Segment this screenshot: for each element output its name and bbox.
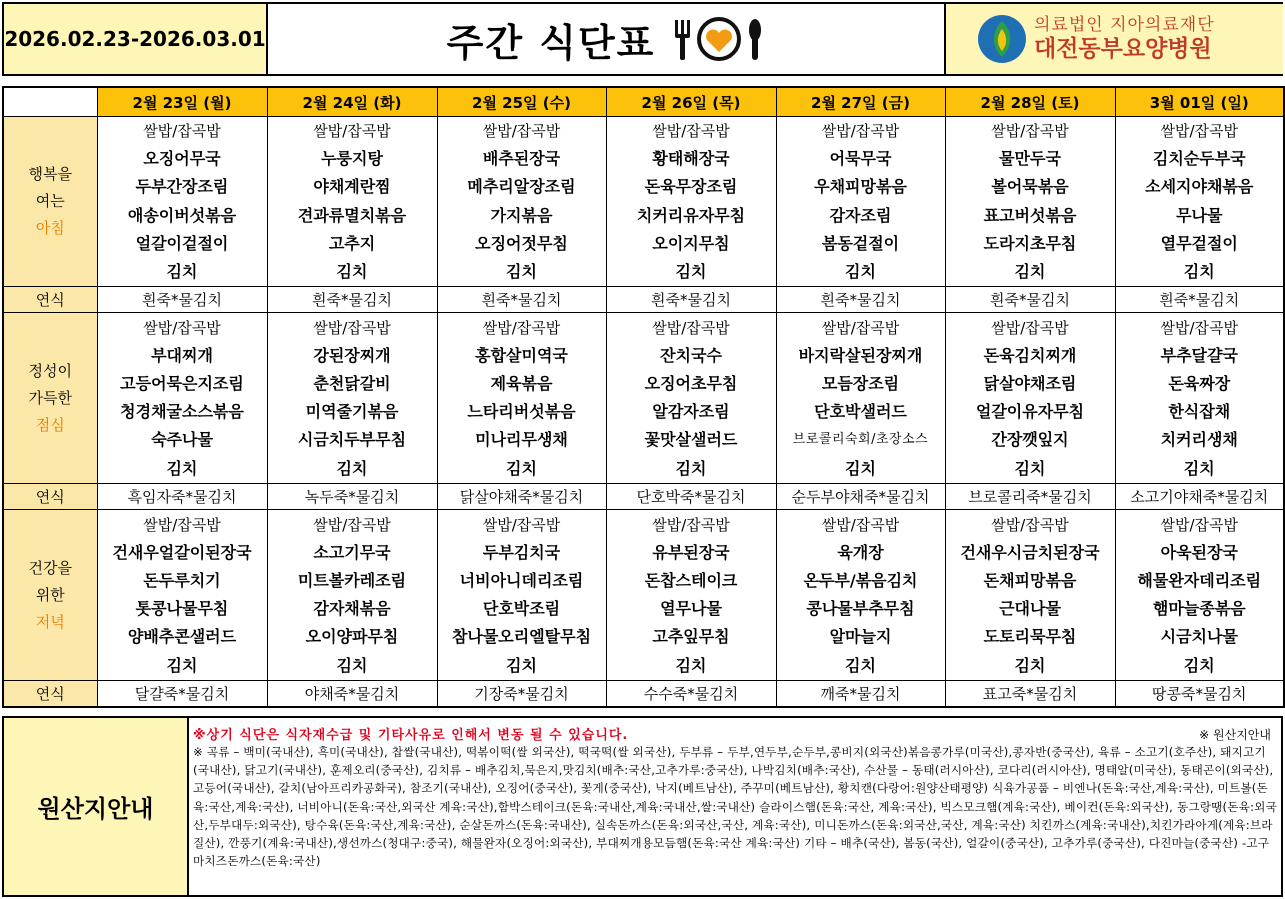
snack-row	[3, 681, 1284, 708]
menu-cell	[606, 117, 776, 287]
snack-cell: 흰죽*물김치	[945, 287, 1115, 313]
snack-row	[3, 484, 1284, 510]
change-warning: ※상기 식단은 식자재수급 및 기타사유로 인해서 변동 될 수 있습니다.	[193, 728, 629, 743]
snack-cell: 표고죽*물김치	[945, 681, 1115, 708]
meal-row	[3, 313, 1284, 484]
menu-item: 봄동겉절이	[821, 233, 900, 253]
day-header: 2월 28일 (토)	[945, 87, 1115, 117]
menu-item: 돈두루치기	[143, 571, 221, 591]
day-header: 2월 26일 (목)	[606, 87, 776, 117]
menu-item: 김치	[166, 458, 198, 478]
meal-label-line: 여는	[35, 192, 65, 211]
menu-item: 홍합살미역국	[475, 345, 568, 365]
meal-name: 점심	[35, 415, 65, 434]
menu-item: 양배추콘샐러드	[127, 627, 237, 647]
menu-cell	[267, 117, 437, 287]
menu-cell	[1115, 313, 1284, 484]
meal-label	[3, 117, 97, 287]
menu-item: 미역줄기볶음	[305, 402, 399, 422]
menu-item: 쌀밥/잡곡밥	[652, 515, 730, 534]
origin-label: 원산지안내	[4, 718, 189, 895]
menu-item: 견과류멸치볶음	[297, 205, 407, 225]
snack-cell: 브로콜리죽*물김치	[945, 484, 1115, 510]
menu-item: 오징어무국	[143, 149, 221, 169]
menu-item: 감자채볶음	[313, 599, 391, 619]
menu-item: 느타리버섯볶음	[467, 402, 576, 422]
menu-item: 알감자조림	[652, 402, 730, 422]
menu-item: 김치	[336, 262, 368, 282]
snack-label: 연식	[3, 484, 97, 510]
menu-cell	[97, 313, 267, 484]
menu-item: 아욱된장국	[1160, 542, 1238, 562]
menu-item: 쌀밥/잡곡밥	[313, 122, 391, 140]
menu-item: 육개장	[837, 542, 884, 562]
menu-item: 얼갈이겉절이	[135, 233, 229, 253]
snack-cell: 깨죽*물김치	[776, 681, 945, 708]
snack-cell: 야채죽*물김치	[267, 681, 437, 708]
menu-item: 시금치나물	[1160, 627, 1238, 647]
menu-item: 돈육짜장	[1168, 374, 1231, 394]
menu-item: 쌀밥/잡곡밥	[1160, 122, 1238, 140]
snack-cell: 흰죽*물김치	[776, 287, 945, 313]
menu-item: 어묵무국	[829, 149, 892, 169]
meal-label	[3, 313, 97, 484]
menu-item: 오징어초무침	[644, 374, 738, 394]
snack-cell: 단호박죽*물김치	[606, 484, 776, 510]
menu-item: 김치	[336, 458, 368, 478]
menu-item: 부추달걀국	[1160, 345, 1238, 365]
hospital-name: 대전동부요양병원	[1034, 35, 1212, 62]
snack-cell: 흰죽*물김치	[97, 287, 267, 313]
menu-item: 근대나물	[999, 599, 1061, 619]
menu-item: 물만두국	[999, 149, 1061, 169]
weekly-menu-table	[2, 86, 1285, 708]
menu-item: 미트볼카레조림	[297, 571, 407, 591]
menu-item: 황태해장국	[652, 149, 730, 169]
menu-item: 잔치국수	[660, 345, 722, 365]
snack-cell: 흰죽*물김치	[606, 287, 776, 313]
day-header: 2월 23일 (월)	[97, 87, 267, 117]
menu-item: 얼갈이유자무침	[975, 402, 1085, 422]
meal-name: 아침	[35, 219, 65, 238]
menu-item: 건새우얼갈이된장국	[112, 542, 252, 562]
menu-item: 우채피망볶음	[814, 177, 907, 197]
menu-item: 고추지	[328, 233, 376, 253]
menu-item: 도라지초무침	[983, 233, 1077, 253]
day-header: 3월 01일 (일)	[1115, 87, 1284, 117]
menu-item: 바지락살된장찌개	[798, 345, 923, 365]
menu-item: 돈채피망볶음	[983, 571, 1077, 591]
menu-item: 제육볶음	[490, 374, 553, 394]
menu-item: 쌀밥/잡곡밥	[652, 318, 730, 337]
menu-item: 쌀밥/잡곡밥	[143, 122, 221, 140]
menu-item: 김치	[336, 655, 368, 675]
menu-item: 쌀밥/잡곡밥	[821, 122, 900, 140]
menu-item: 닭살야채조림	[983, 374, 1077, 394]
menu-cell	[945, 313, 1115, 484]
menu-item: 청경채굴소스볶음	[120, 402, 244, 422]
menu-cell	[606, 510, 776, 681]
snack-cell: 흰죽*물김치	[437, 287, 606, 313]
menu-item: 메추리알장조림	[467, 177, 576, 197]
menu-item: 김치	[845, 458, 876, 478]
meal-label-line: 건강을	[28, 558, 72, 577]
header	[2, 2, 1283, 76]
menu-item: 미나리무생채	[475, 430, 568, 450]
menu-cell	[945, 510, 1115, 681]
menu-item: 김치	[506, 262, 537, 282]
origin-note: ※ 원산지안내	[1199, 728, 1271, 742]
menu-item: 참나물오리엘탈무침	[451, 627, 592, 647]
snack-row	[3, 287, 1284, 313]
snack-label: 연식	[3, 287, 97, 313]
menu-item: 쌀밥/잡곡밥	[1160, 515, 1238, 534]
menu-item: 알마늘지	[829, 627, 892, 647]
snack-cell: 순두부야채죽*물김치	[776, 484, 945, 510]
hospital-subtitle: 의료법인 지아의료재단	[1034, 15, 1215, 35]
menu-item: 쌀밥/잡곡밥	[143, 515, 221, 534]
menu-item: 돈찹스테이크	[644, 571, 738, 591]
menu-item: 김치	[506, 458, 537, 478]
snack-cell: 소고기야채죽*물김치	[1115, 484, 1284, 510]
menu-item: 김치	[1014, 655, 1046, 675]
title-area	[268, 4, 944, 74]
menu-item: 쌀밥/잡곡밥	[991, 318, 1069, 337]
origin-body	[189, 718, 1281, 895]
origin-section	[2, 716, 1283, 897]
menu-item: 햄마늘종볶음	[1152, 599, 1246, 619]
day-header: 2월 25일 (수)	[437, 87, 606, 117]
menu-item: 김치	[845, 262, 876, 282]
menu-item: 김치	[845, 655, 876, 675]
menu-item: 김치	[166, 655, 198, 675]
menu-item: 애송이버섯볶음	[127, 205, 237, 225]
menu-item: 김치	[1014, 262, 1046, 282]
day-header: 2월 24일 (화)	[267, 87, 437, 117]
meal-label-line: 행복을	[28, 165, 72, 184]
day-header: 2월 27일 (금)	[776, 87, 945, 117]
menu-cell	[945, 117, 1115, 287]
menu-item: 숙주나물	[151, 430, 213, 450]
menu-item: 소세지야채볶음	[1145, 177, 1254, 197]
snack-cell: 수수죽*물김치	[606, 681, 776, 708]
menu-item: 고추잎무침	[652, 627, 730, 647]
menu-item: 오이지무침	[652, 233, 730, 253]
menu-cell	[437, 510, 606, 681]
menu-item: 김치	[506, 655, 537, 675]
snack-cell: 흑임자죽*물김치	[97, 484, 267, 510]
menu-item: 치커리유자무침	[636, 205, 746, 225]
menu-item: 돈육무장조림	[644, 177, 738, 197]
snack-cell: 흰죽*물김치	[1115, 287, 1284, 313]
meal-label-line: 가득한	[28, 388, 72, 407]
menu-item: 콩나물부추무침	[806, 599, 915, 619]
menu-item: 김치	[1183, 458, 1215, 478]
menu-item: 유부된장국	[652, 542, 730, 562]
menu-item: 쌀밥/잡곡밥	[652, 122, 730, 140]
menu-item: 배추된장국	[482, 149, 561, 169]
menu-item: 쌀밥/잡곡밥	[482, 318, 561, 337]
menu-cell	[606, 313, 776, 484]
snack-cell: 녹두죽*물김치	[267, 484, 437, 510]
menu-cell	[437, 117, 606, 287]
menu-item: 쌀밥/잡곡밥	[991, 122, 1069, 140]
menu-cell	[267, 510, 437, 681]
page-title: 주간 식단표	[446, 20, 656, 65]
menu-item: 도토리묵무침	[983, 627, 1077, 647]
menu-item: 오이양파무침	[305, 627, 399, 647]
meal-row	[3, 117, 1284, 287]
menu-item: 김치	[675, 262, 707, 282]
menu-item: 단호박조림	[482, 599, 561, 619]
menu-item: 쌀밥/잡곡밥	[482, 515, 561, 534]
menu-item: 누룽지탕	[321, 149, 383, 169]
menu-item: 쌀밥/잡곡밥	[821, 318, 900, 337]
menu-item: 부대찌개	[151, 345, 213, 365]
snack-cell: 기장죽*물김치	[437, 681, 606, 708]
snack-cell: 땅콩죽*물김치	[1115, 681, 1284, 708]
menu-cell	[1115, 117, 1284, 287]
menu-item: 쌀밥/잡곡밥	[143, 318, 221, 337]
menu-item: 두부김치국	[482, 542, 561, 562]
menu-item: 춘천닭갈비	[313, 374, 391, 394]
corner-cell	[3, 87, 97, 117]
menu-item: 쌀밥/잡곡밥	[313, 515, 391, 534]
cutlery-heart-icon	[673, 16, 765, 62]
hospital-logo-area	[944, 4, 1283, 74]
meal-label-line: 위한	[35, 585, 65, 604]
menu-item: 톳콩나물무침	[135, 599, 229, 619]
menu-cell	[776, 117, 945, 287]
origin-details: ※ 곡류 – 백미(국내산), 흑미(국내산), 찹쌀(국내산), 떡볶이떡(쌀 외국산), 떡국떡(쌀 외국산), 두부류 – 두부,연두부,순두부,콩비지(외국산)볶음콩가루(미국산),콩자반(중국산), 육류 – 소고기(호주산), 돼지고기(국내산), 닭고기(국내산), 훈제오리(중국산), 김치류 – 배추김치,묵은지,맛김치(배추:국산,고추가루:중국산), 나박김치(배추:국산), 수산물 – 동태(러시아산), 코다리(러시아산), 명태알(미국산), 동태곤이(외국산), 고등어(국내산), 갈치(남아프리카공화국), 참조기(국내산), 오징어(중국산), 꽃게(중국산), 낙지(베트남산), 주꾸미(베트남산), 황치캔(다랑어:원양산태평양) 식육가공품 – 비엔나(돈육:국산,계육:국산), 미트볼(돈육:국산,계육:국산), 너비아니(돈육:국산,외국산 계육:국산),함박스테이크(돈육:국내산,계육:국내산,쌀:국내산) 슬라이스햄(돈육:국산, 계육:국산), 빅스모크햄(계육:국산), 베이컨(돈육:외국산), 동그랑땡(돈육:외국산,두부대두:외국산), 탕수육(돈육:국산,계육:국산), 순살돈까스(돈육:국내산), 실속돈까스(돈육:외국산,국산, 계육:국산), 미니돈까스(돈육:외국산,국산, 계육:국산) 치킨까스(계육:국내산),치킨가라아게(계육:브라질산), 깐풍기(계육:국내산),생선까스(청대구:중국), 해물완자(오징어:외국산), 부대찌개용모듬햄(돈육:국산 계육:국산) 기타 – 배추(국산), 봄동(국산), 얼갈이(중국산), 고추가루(중국산), 다진마늘(중국산) -고구마치즈돈까스(돈육:국산)	[193, 745, 1277, 869]
menu-item: 열무나물	[660, 599, 722, 619]
menu-item: 치커리생채	[1160, 430, 1238, 450]
menu-item: 김치	[1014, 458, 1046, 478]
menu-cell	[1115, 510, 1284, 681]
menu-cell	[97, 117, 267, 287]
menu-item: 너비아니데리조림	[459, 571, 584, 591]
menu-item: 김치	[166, 262, 198, 282]
menu-cell	[776, 313, 945, 484]
menu-item: 쌀밥/잡곡밥	[991, 515, 1069, 534]
meal-row	[3, 510, 1284, 681]
menu-item: 돈육김치찌개	[983, 345, 1077, 365]
menu-item: 모듬장조림	[821, 374, 900, 394]
menu-item: 열무겉절이	[1160, 233, 1238, 253]
menu-item: 고등어묵은지조림	[120, 374, 244, 394]
menu-item: 김치	[1183, 655, 1215, 675]
menu-item: 볼어묵볶음	[991, 177, 1069, 197]
menu-item: 해물완자데리조림	[1137, 571, 1262, 591]
menu-item: 김치순두부국	[1152, 149, 1246, 169]
snack-label: 연식	[3, 681, 97, 708]
menu-item: 시금치두부무침	[297, 430, 407, 450]
menu-item: 꽃맛살샐러드	[644, 430, 738, 450]
menu-item: 김치	[1183, 262, 1215, 282]
menu-item: 쌀밥/잡곡밥	[1160, 318, 1238, 337]
menu-item: 표고버섯볶음	[983, 205, 1077, 225]
menu-item: 쌀밥/잡곡밥	[821, 515, 900, 534]
menu-item: 간장깻잎지	[991, 430, 1069, 450]
menu-item: 야채계란찜	[313, 177, 391, 197]
menu-item: 두부간장조림	[135, 177, 229, 197]
hospital-emblem-icon	[976, 13, 1028, 65]
menu-item: 브로콜리숙회/초장소스	[792, 432, 929, 448]
menu-item: 한식잡채	[1168, 402, 1231, 422]
menu-item: 쌀밥/잡곡밥	[482, 122, 561, 140]
menu-item: 단호박샐러드	[814, 402, 907, 422]
menu-cell	[437, 313, 606, 484]
date-range: 2026.02.23-2026.03.01	[4, 4, 268, 74]
day-header-row	[3, 87, 1284, 117]
menu-item: 가지볶음	[490, 205, 553, 225]
menu-item: 무나물	[1176, 205, 1223, 225]
menu-item: 쌀밥/잡곡밥	[313, 318, 391, 337]
menu-cell	[97, 510, 267, 681]
menu-item: 강된장찌개	[313, 345, 391, 365]
menu-item: 건새우시금치된장국	[960, 542, 1100, 562]
menu-item: 온두부/볶음김치	[803, 571, 918, 591]
menu-item: 소고기무국	[313, 542, 391, 562]
snack-cell: 달걀죽*물김치	[97, 681, 267, 708]
meal-label	[3, 510, 97, 681]
snack-cell: 흰죽*물김치	[267, 287, 437, 313]
menu-item: 오징어젓무침	[475, 233, 568, 253]
menu-cell	[776, 510, 945, 681]
menu-cell	[267, 313, 437, 484]
menu-item: 감자조림	[829, 205, 892, 225]
menu-item: 김치	[675, 458, 707, 478]
meal-label-line: 정성이	[28, 361, 72, 380]
menu-item: 김치	[675, 655, 707, 675]
meal-name: 저녁	[35, 612, 65, 631]
snack-cell: 닭살야채죽*물김치	[437, 484, 606, 510]
